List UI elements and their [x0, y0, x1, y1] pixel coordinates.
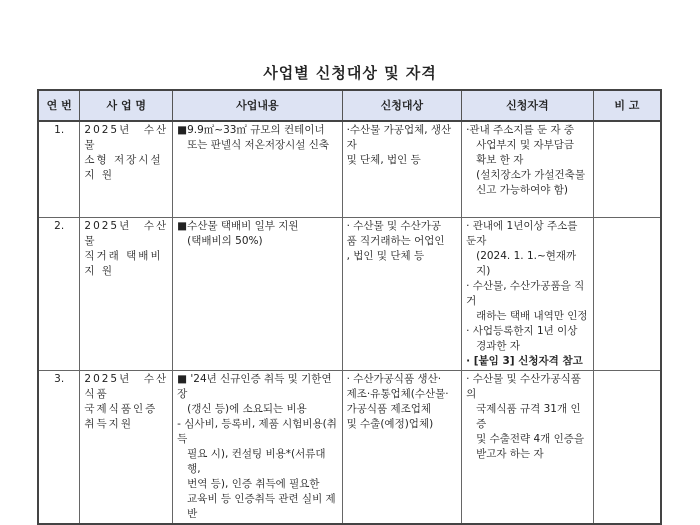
row-number: 3. — [38, 371, 80, 525]
project-content-line: 번역 등), 인증 취득에 필요한 — [187, 478, 320, 490]
application-target-line: 및 수출(예정)업체) — [346, 418, 434, 430]
header-qualification: 신청자격 — [462, 90, 594, 121]
qualification-line: (2024. 1. 1.~현재까지) — [476, 250, 577, 277]
project-content-line: ■수산물 택배비 일부 지원 — [177, 220, 299, 232]
table-row — [38, 371, 661, 525]
project-content-line: 교육비 등 인증취득 관련 실비 제반 — [187, 493, 336, 520]
project-content-line: 필요 시), 컨설팅 비용*(서류대행, — [187, 448, 326, 475]
note — [593, 121, 661, 218]
header-note: 비 고 — [593, 90, 661, 121]
qualification-line: 및 수출전략 4개 인증을 — [476, 433, 585, 445]
note — [593, 371, 661, 525]
qualification-line: 신고 가능하여야 함) — [476, 184, 569, 196]
qualification-line: 국제식품 규격 31개 인증 — [476, 403, 581, 430]
note — [593, 218, 661, 371]
row-number: 1. — [38, 121, 80, 218]
project-content — [173, 371, 342, 525]
project-content — [173, 218, 342, 371]
project-content-line: ■ '24년 신규인증 취득 및 기한연장 — [177, 373, 332, 400]
project-content — [173, 121, 342, 218]
application-target — [342, 371, 462, 525]
application-target — [342, 218, 462, 371]
project-name-line: 2025년 수산식품 — [84, 373, 169, 400]
header-number: 연 번 — [38, 90, 80, 121]
application-target-line: 품 직거래하는 어업인 — [346, 235, 445, 247]
header-target: 신청대상 — [342, 90, 462, 121]
application-table — [37, 89, 662, 525]
application-target-line: 제조·유통업체(수산물· — [346, 388, 449, 400]
application-target-line: , 법인 및 단체 등 — [346, 250, 425, 262]
qualification — [462, 371, 594, 525]
table-row — [38, 218, 661, 371]
project-name-line: 2025년 수산물 — [84, 124, 169, 151]
qualification-line: · 관내에 1년이상 주소를 둔자 — [466, 220, 578, 247]
application-target-line: 및 단체, 법인 등 — [346, 154, 421, 166]
application-target-line: ·수산물 가공업체, 생산자 — [346, 124, 452, 151]
qualification-line: · 사업등록한지 1년 이상 — [466, 325, 578, 337]
table-header — [38, 90, 661, 121]
header-content: 사업내용 — [173, 90, 342, 121]
project-name-line: 지 원 — [84, 169, 115, 181]
project-name-line: 국제식품인증 취득지원 — [84, 403, 158, 430]
qualification-line: · [붙임 3] 신청자격 참고 — [466, 355, 583, 367]
qualification-line: 경과한 자 — [476, 340, 521, 352]
project-content-line: (갱신 등)에 소요되는 비용 — [187, 403, 307, 415]
qualification-line: 받고자 하는 자 — [476, 448, 544, 460]
application-target-line: 가공식품 제조업체 — [346, 403, 432, 415]
project-name-line: 지 원 — [84, 265, 115, 277]
project-name-line: 소형 저장시설 — [84, 154, 163, 166]
project-content-line: 또는 판넬식 저온저장시설 신축 — [187, 139, 330, 151]
project-content-line: (택배비의 50%) — [187, 235, 263, 247]
application-target-line: · 수산물 및 수산가공 — [346, 220, 442, 232]
row-number: 2. — [38, 218, 80, 371]
qualification-line: · 수산물, 수산가공품을 직거 — [466, 280, 585, 307]
project-content-line: ■9.9㎡~33㎡ 규모의 컨테이너 — [177, 124, 325, 136]
qualification-line: (설치장소가 가설건축물 — [476, 169, 585, 181]
qualification — [462, 218, 594, 371]
project-name-line: 직거래 택배비 — [84, 250, 163, 262]
project-name — [80, 218, 173, 371]
qualification — [462, 121, 594, 218]
qualification-line: 확보 한 자 — [476, 154, 524, 166]
project-name — [80, 121, 173, 218]
qualification-line: ·관내 주소지를 둔 자 중 — [466, 124, 575, 136]
project-name — [80, 371, 173, 525]
qualification-line: 사업부지 및 자부담금 — [476, 139, 575, 151]
page-title: 사업별 신청대상 및 자격 — [263, 64, 437, 82]
application-target — [342, 121, 462, 218]
table-row — [38, 121, 661, 218]
application-target-line: · 수산가공식품 생산· — [346, 373, 442, 385]
project-name-line: 2025년 수산물 — [84, 220, 169, 247]
project-content-line: - 심사비, 등록비, 제품 시험비용(취득 — [177, 418, 337, 445]
qualification-line: · 수산물 및 수산가공식품의 — [466, 373, 581, 400]
qualification-line: 래하는 택배 내역만 인정 — [476, 310, 588, 322]
header-project-name: 사 업 명 — [80, 90, 173, 121]
